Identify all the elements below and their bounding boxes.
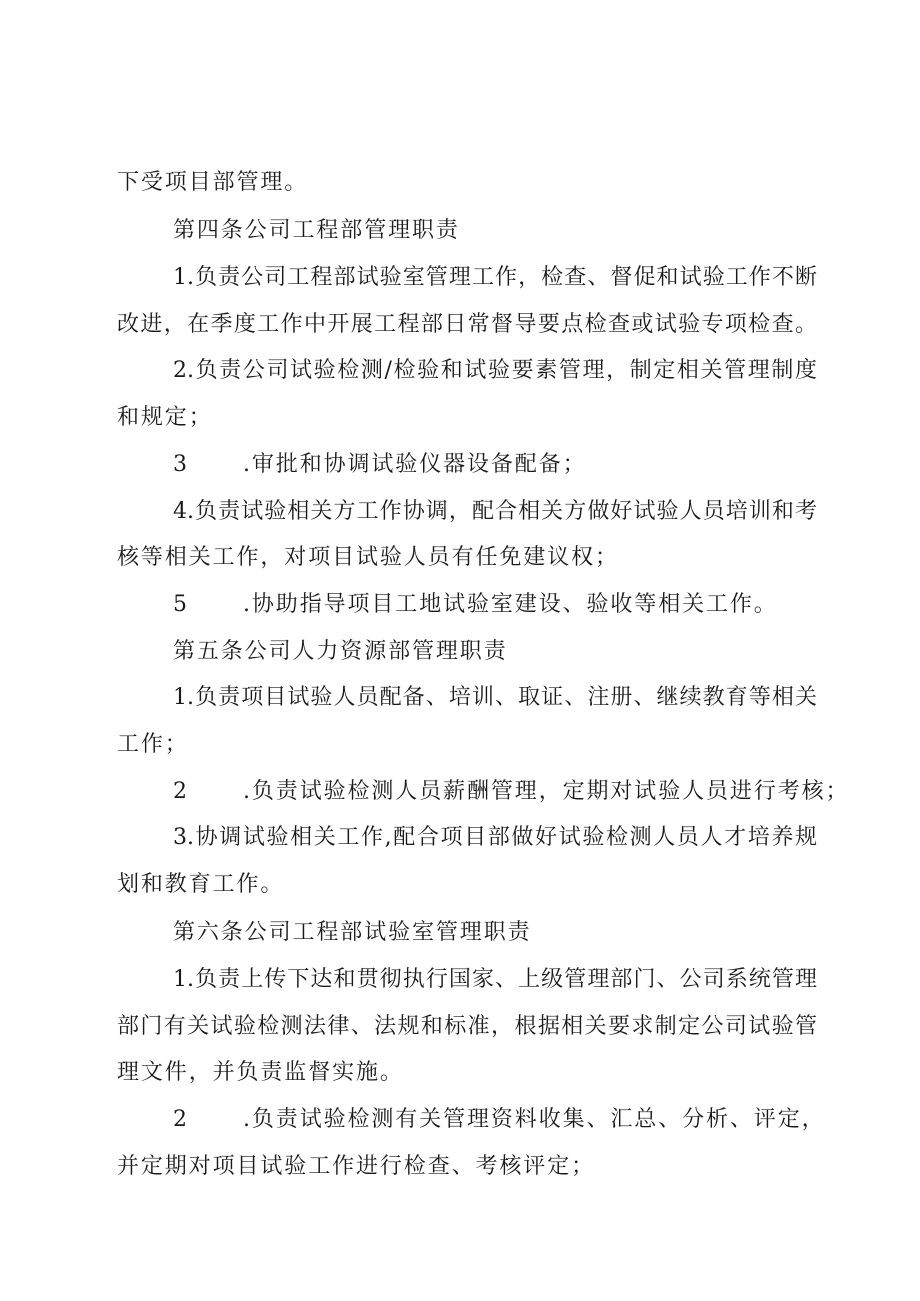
item-text: .协助指导项目工地试验室建设、验收等相关工作。 [243, 592, 778, 617]
article-4-item-1-line-1: 1.负责公司工程部试验室管理工作，检查、督促和试验工作不断 [173, 265, 817, 290]
article-4-item-5 [173, 590, 817, 620]
article-5-item-3-line-2: 划和教育工作。 [117, 872, 285, 897]
article-6-item-2-line-1 [173, 1105, 826, 1135]
article-5-item-1-line-2: 工作； [117, 732, 189, 757]
paragraph-continuation: 下受项目部管理。 [117, 170, 309, 195]
article-4-item-2-line-2: 和规定； [117, 405, 213, 430]
article-5-item-3-line-1: 3.协调试验相关工作,配合项目部做好试验检测人员人才培养规 [173, 825, 817, 850]
item-number: 2 [173, 1107, 187, 1132]
item-text: .负责试验检测人员薪酬管理，定期对试验人员进行考核； [243, 779, 850, 804]
article-6-item-1-line-2: 部门有关试验检测法律、法规和标准，根据相关要求制定公司试验管 [117, 1014, 817, 1039]
article-6-title: 第六条公司工程部试验室管理职责 [173, 920, 532, 945]
article-5-title: 第五条公司人力资源部管理职责 [173, 639, 508, 664]
article-4-title: 第四条公司工程部管理职责 [173, 218, 460, 243]
article-6-item-2-line-2: 并定期对项目试验工作进行检查、考核评定； [117, 1154, 596, 1179]
item-number: 2 [173, 779, 187, 804]
article-4-item-2-line-1: 2.负责公司试验检测/检验和试验要素管理，制定相关管理制度 [173, 358, 817, 383]
article-4-item-4-line-1: 4.负责试验相关方工作协调，配合相关方做好试验人员培训和考 [173, 499, 817, 524]
item-number: 5 [173, 592, 187, 617]
article-5-item-1-line-1: 1.负责项目试验人员配备、培训、取证、注册、继续教育等相关 [173, 685, 817, 710]
article-5-item-2 [173, 777, 850, 807]
article-6-item-1-line-1: 1.负责上传下达和贯彻执行国家、上级管理部门、公司系统管理 [173, 967, 817, 992]
item-text: .负责试验检测有关管理资料收集、汇总、分析、评定， [243, 1107, 826, 1132]
item-number: 3 [173, 452, 187, 477]
article-6-item-1-line-3: 理文件，并负责监督实施。 [117, 1060, 404, 1085]
item-text: .审批和协调试验仪器设备配备； [243, 452, 587, 477]
article-4-item-3 [173, 450, 817, 480]
article-4-item-4-line-2: 核等相关工作，对项目试验人员有任免建议权； [117, 545, 619, 570]
article-4-item-1-line-2: 改进，在季度工作中开展工程部日常督导要点检查或试验专项检查。 [117, 312, 817, 337]
